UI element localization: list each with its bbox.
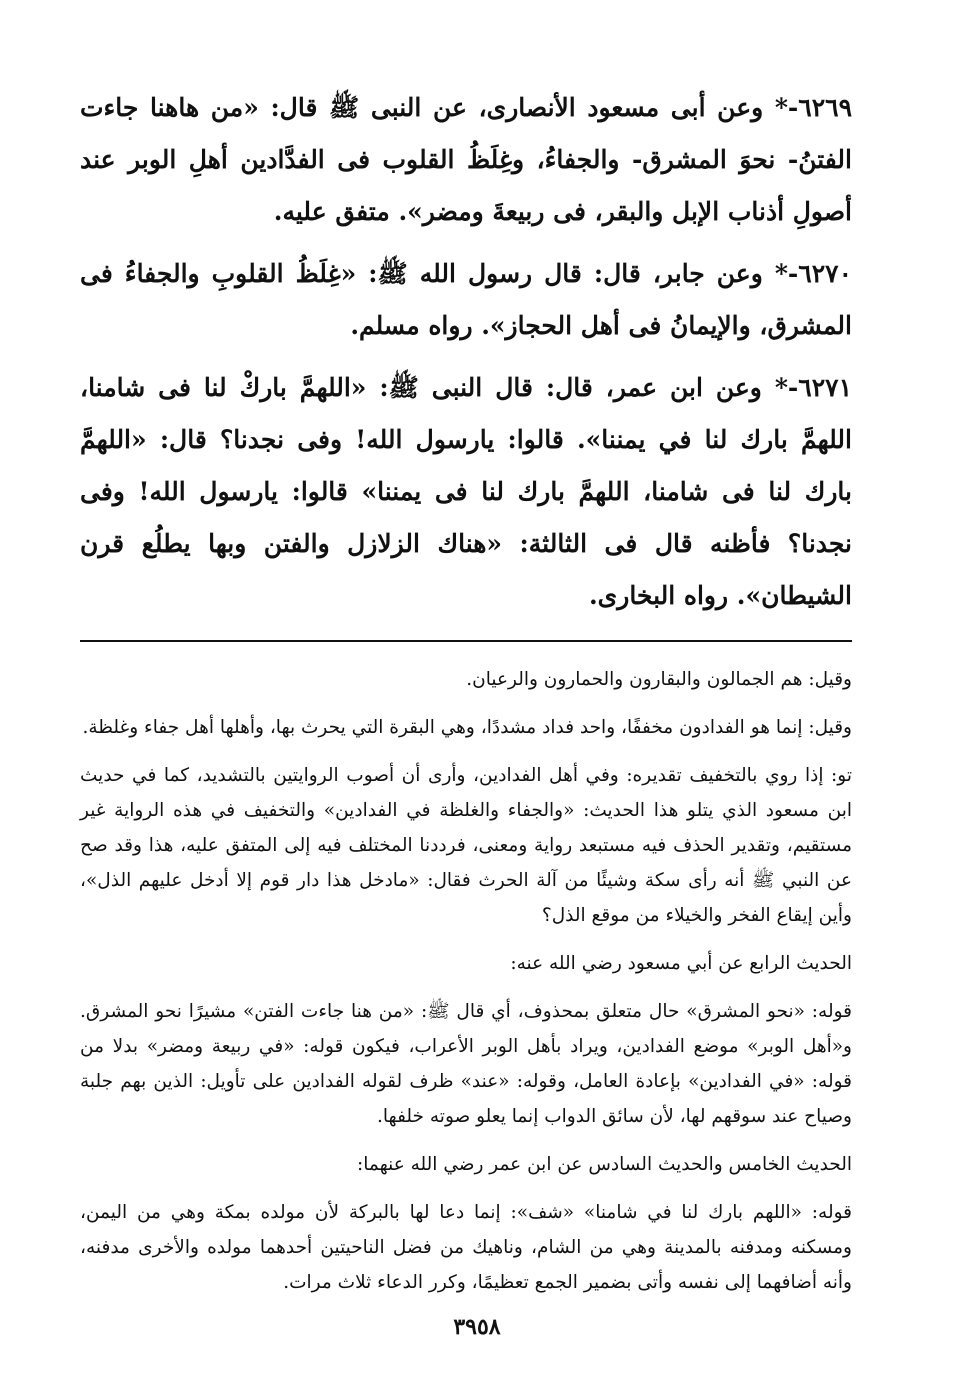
page-number: ٣٩٥٨: [453, 1314, 501, 1340]
commentary-paragraph: قوله: «نحو المشرق» حال متعلق بمحذوف، أي قال ﷺ: «من هنا جاءت الفتن» مشيرًا نحو المشرق. و«أهل الوبر» موضع الفدادين، ويراد بأهل الوبر الأعراب، فيكون قوله: «في ربيعة ومضر» بدلا من قوله: «في الفدادين» بإعادة العامل، وقوله: «عند» ظرف لقوله الفدادين على تأويل: الذين بهم جلبة وصياح عند سوقهم لها، لأن سائق الدواب إنما يعلو صوته خلفها.: [80, 1001, 852, 1127]
commentary-heading: الحديث الخامس والحديث السادس عن ابن عمر رضي الله عنهما:: [357, 1154, 852, 1175]
hadith-6270: ٦٢٧٠-* وعن جابر، قال: قال رسول الله ﷺ: «غِلَظُ القلوبِ والجفاءُ فى المشرق، والإيمانُ فى أهل الحجاز». رواه مسلم.: [80, 259, 852, 340]
page-body: [80, 82, 852, 1313]
commentary-paragraph: تو: إذا روي بالتخفيف تقديره: وفي أهل الفدادين، وأرى أن أصوب الروايتين بالتشديد، كما في حديث ابن مسعود الذي يتلو هذا الحديث: «والجفاء والغلظة في الفدادين» والتخفيف في هذه الرواية غير مستقيم، وتقدير الحذف فيه مستبعد رواية ومعنى، فرددنا المختلف فيه إلى المتفق عليه، هذا وقد صح عن النبي ﷺ أنه رأى سكة وشيئًا من آلة الحرث فقال: «مادخل هذا دار قوم إلا أدخل عليهم الذل»، وأين إيقاع الفخر والخيلاء من موقع الذل؟: [80, 765, 852, 926]
hadith-6269: ٦٢٦٩-* وعن أبى مسعود الأنصارى، عن النبى ﷺ قال: «من هاهنا جاءت الفتنُ- نحوَ المشرق- والجفاءُ، وغِلَظُ القلوب فى الفدَّادين أهلِ الوبر عند أصولِ أذناب الإبل والبقر، فى ربيعةَ ومضر». متفق عليه.: [80, 93, 852, 226]
footnote-separator: [80, 640, 852, 642]
hadith-6271: ٦٢٧١-* وعن ابن عمر، قال: قال النبى ﷺ: «اللهمَّ باركْ لنا فى شامنا، اللهمَّ بارك لنا في يمننا». قالوا: يارسول الله! وفى نجدنا؟ قال: «اللهمَّ بارك لنا فى شامنا، اللهمَّ بارك لنا فى يمننا» قالوا: يارسول الله! وفى نجدنا؟ فأظنه قال فى الثالثة: «هناك الزلازل والفتن وبها يطلُع قرن الشيطان». رواه البخارى.: [80, 373, 852, 610]
commentary-heading: الحديث الرابع عن أبي مسعود رضي الله عنه:: [510, 953, 852, 974]
commentary-paragraph: قوله: «اللهم بارك لنا في شامنا» «شف»: إنما دعا لها بالبركة لأن مولده بمكة وهي من اليمن، ومسكنه ومدفنه بالمدينة وهي من الشام، وناهيك من فضل الناحيتين أحدهما مولده والأخرى مدفنه، وأنه أضافهما إلى نفسه وأتى بضمير الجمع تعظيمًا، وكرر الدعاء ثلاث مرات.: [80, 1202, 852, 1293]
commentary-paragraph: وقيل: إنما هو الفدادون مخففًا، واحد فداد مشددًا، وهي البقرة التي يحرث بها، وأهلها أهل جفاء وغلظة.: [82, 717, 852, 738]
commentary-paragraph: وقيل: هم الجمالون والبقارون والحمارون والرعيان.: [466, 669, 852, 690]
